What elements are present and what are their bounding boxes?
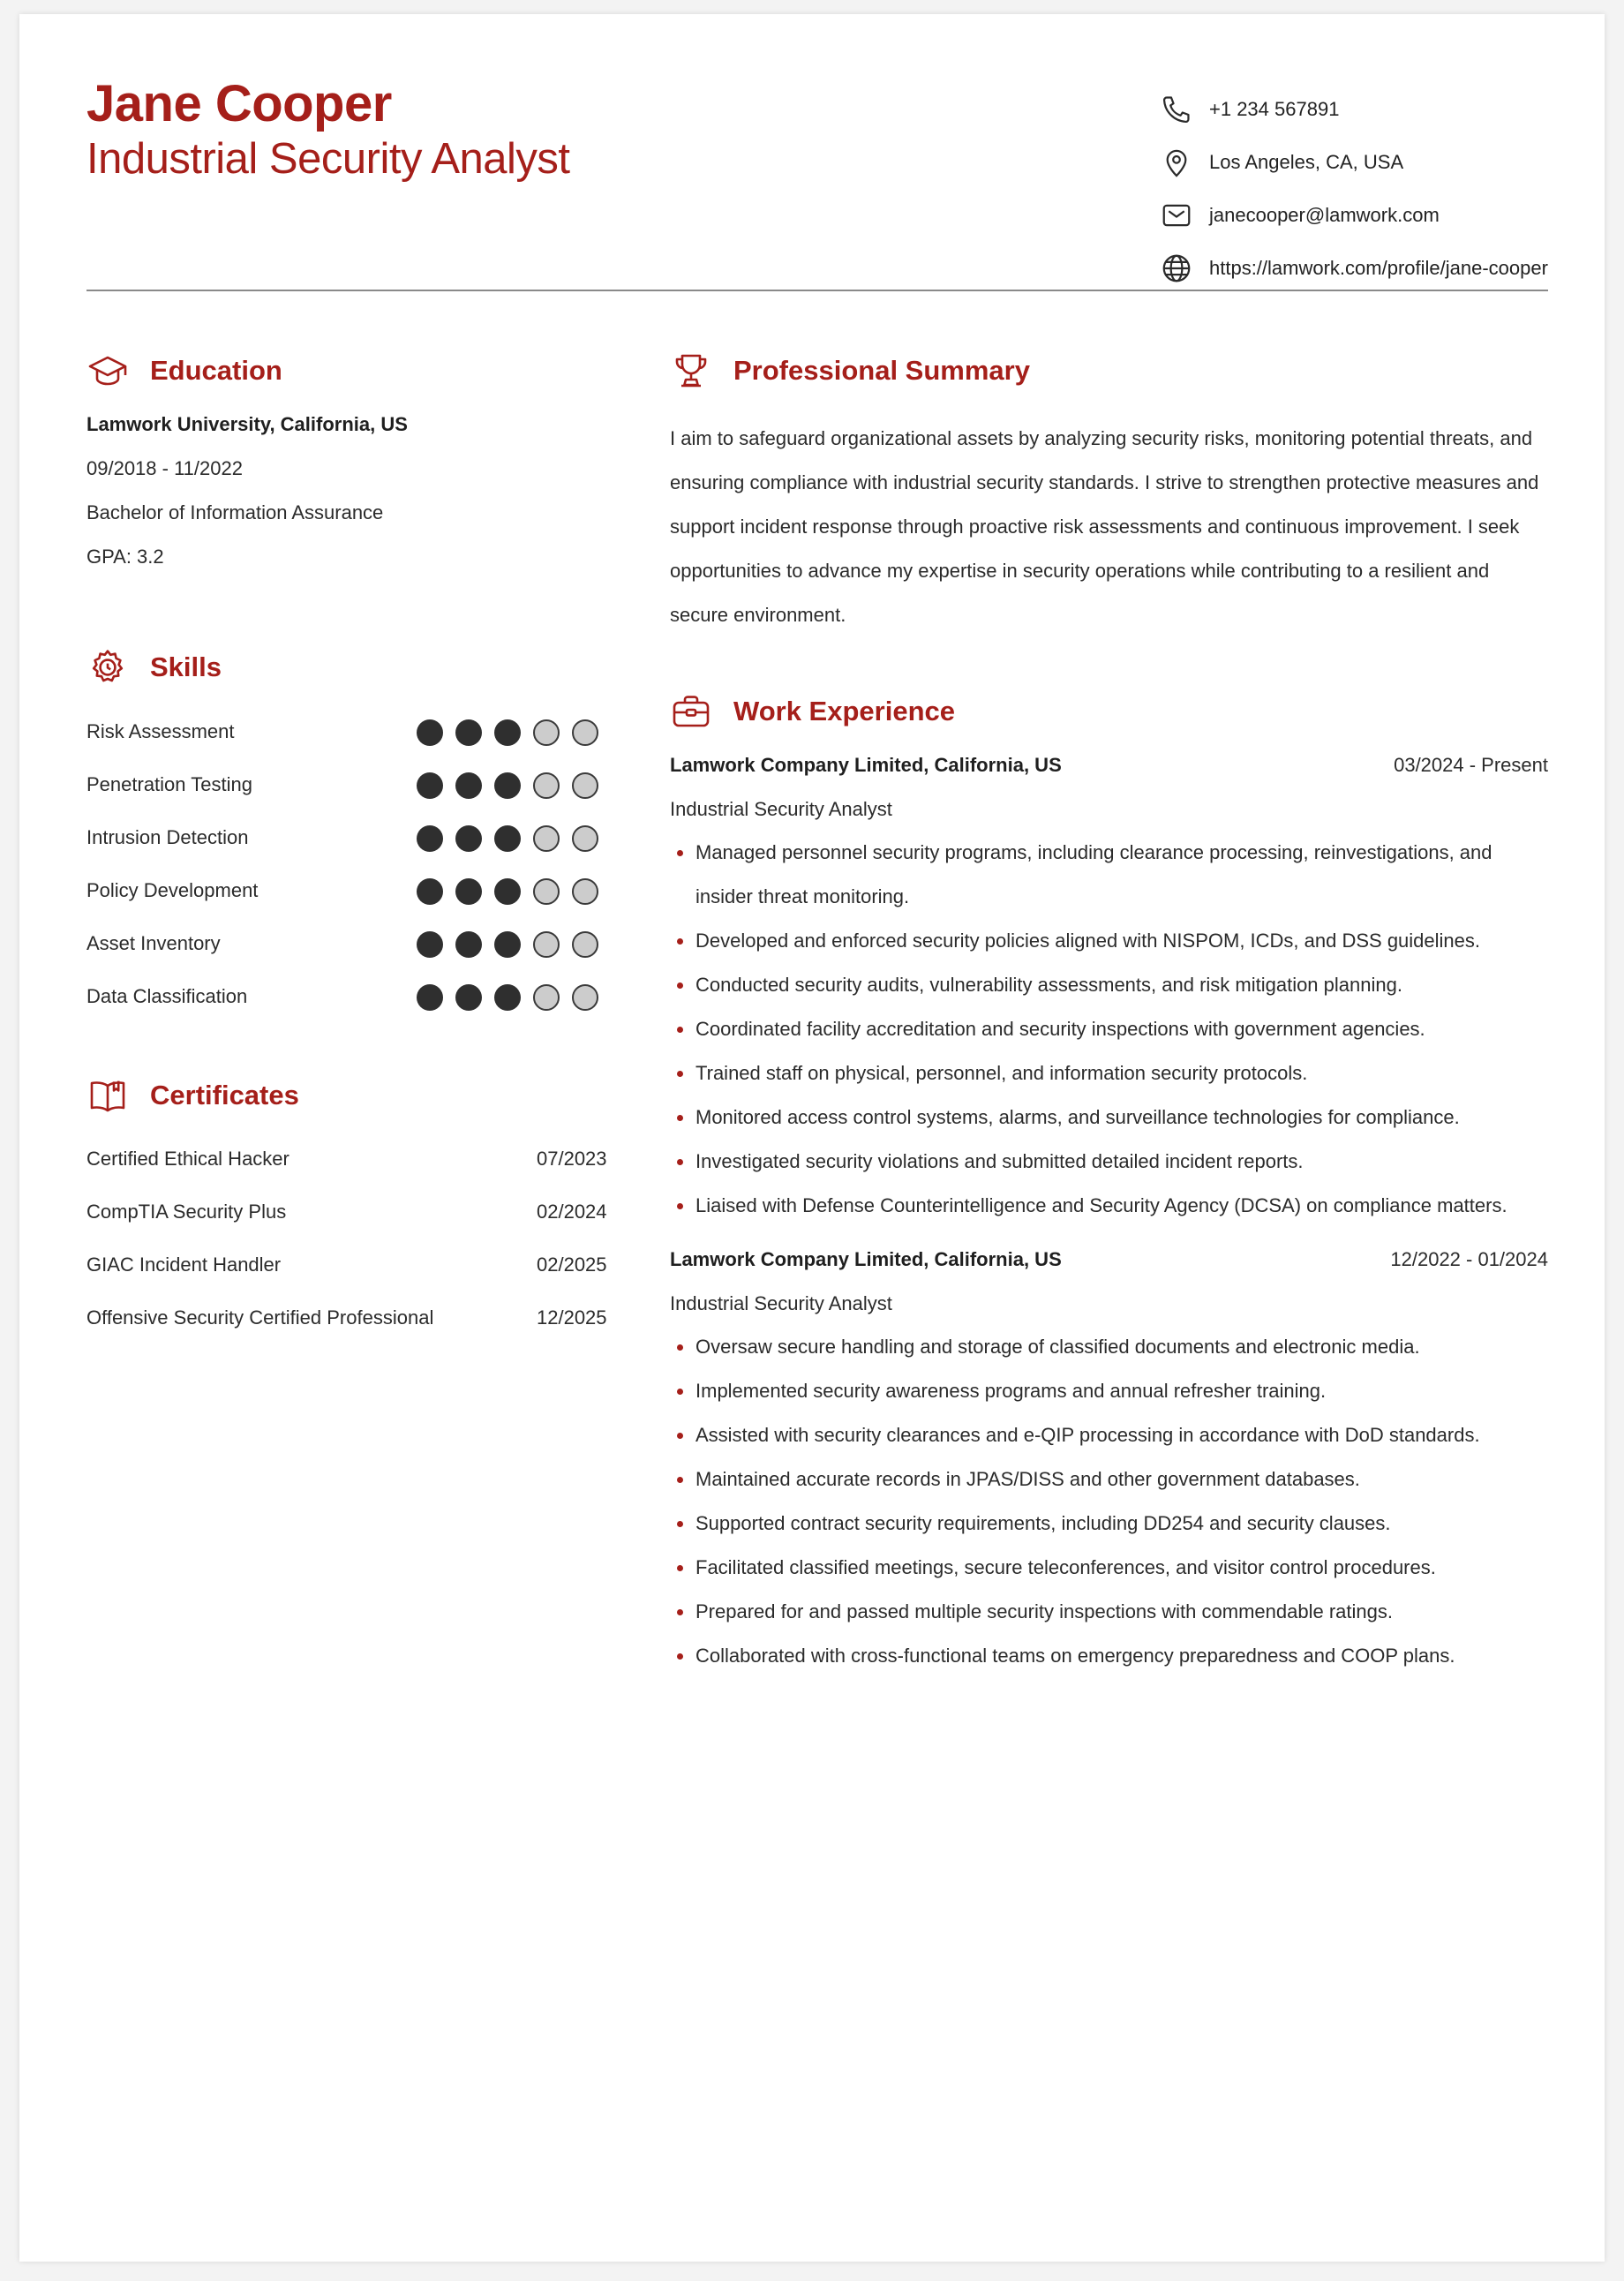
certificate-date: 07/2023: [537, 1148, 607, 1170]
rating-dot-filled: [455, 984, 482, 1011]
job-bullet: Liaised with Defense Counterintelligence and Security Agency (DCSA) on compliance matters.: [670, 1184, 1548, 1228]
trophy-icon: [670, 350, 712, 392]
rating-dot-filled: [494, 984, 521, 1011]
skill-name: Data Classification: [86, 985, 248, 1007]
job-bullet: Managed personnel security programs, including clearance processing, reinvestigations, and insider threat monitoring.: [670, 831, 1548, 919]
header-divider: [86, 290, 1548, 291]
summary-heading: [670, 350, 1030, 392]
summary-heading-text: Professional Summary: [733, 355, 1030, 386]
job-company: Lamwork Company Limited, California, US: [670, 754, 1062, 776]
candidate-title: Industrial Security Analyst: [86, 135, 570, 183]
certificate-name: CompTIA Security Plus: [86, 1201, 287, 1223]
contact-website[interactable]: [1160, 251, 1548, 286]
job-bullet: Developed and enforced security policies aligned with NISPOM, ICDs, and DSS guidelines.: [670, 919, 1548, 963]
rating-dot-empty: [533, 931, 560, 958]
job-bullet: Implemented security awareness programs and annual refresher training.: [670, 1369, 1548, 1413]
graduation-cap-icon: [86, 350, 129, 392]
rating-dot-filled: [455, 878, 482, 905]
contact-list: [1160, 92, 1548, 304]
rating-dot-filled: [455, 772, 482, 799]
rating-dot-filled: [494, 772, 521, 799]
contact-email[interactable]: [1160, 198, 1548, 233]
rating-dot-empty: [533, 984, 560, 1011]
rating-dot-empty: [572, 825, 598, 852]
job-bullet: Coordinated facility accreditation and security inspections with government agencies.: [670, 1007, 1548, 1051]
rating-dot-filled: [494, 931, 521, 958]
rating-dot-filled: [417, 772, 443, 799]
experience-heading: [670, 690, 955, 733]
resume-page: [19, 14, 1605, 2262]
rating-dot-filled: [417, 825, 443, 852]
education-gpa: GPA: 3.2: [86, 546, 164, 568]
skill-rating: [417, 772, 611, 799]
rating-dot-empty: [533, 878, 560, 905]
education-degree: Bachelor of Information Assurance: [86, 501, 384, 523]
contact-email-text[interactable]: janecooper@lamwork.com: [1209, 204, 1440, 226]
candidate-name: Jane Cooper: [86, 75, 392, 132]
rating-dot-filled: [455, 719, 482, 746]
certificates-heading: [86, 1074, 299, 1117]
skill-name: Policy Development: [86, 879, 259, 901]
education-school: Lamwork University, California, US: [86, 413, 408, 435]
rating-dot-filled: [455, 931, 482, 958]
phone-icon: [1160, 93, 1193, 126]
job-role: Industrial Security Analyst: [670, 1292, 892, 1314]
rating-dot-empty: [572, 878, 598, 905]
skill-name: Intrusion Detection: [86, 826, 249, 848]
rating-dot-empty: [533, 772, 560, 799]
location-pin-icon: [1160, 146, 1193, 179]
certificate-name: Offensive Security Certified Professional: [86, 1306, 434, 1329]
job-bullet: Facilitated classified meetings, secure teleconferences, and visitor control procedures.: [670, 1546, 1548, 1590]
certificate-date: 12/2025: [537, 1306, 607, 1329]
certificate-name: Certified Ethical Hacker: [86, 1148, 289, 1170]
certificate-date: 02/2024: [537, 1201, 607, 1223]
contact-location-text: Los Angeles, CA, USA: [1209, 151, 1404, 173]
skill-rating: [417, 931, 611, 958]
contact-website-text[interactable]: https://lamwork.com/profile/jane-cooper: [1209, 257, 1548, 279]
skill-name: Risk Assessment: [86, 720, 235, 742]
rating-dot-filled: [417, 878, 443, 905]
job-bullets: [670, 1325, 1548, 1678]
rating-dot-filled: [494, 825, 521, 852]
rating-dot-empty: [572, 931, 598, 958]
briefcase-icon: [670, 690, 712, 733]
rating-dot-empty: [572, 719, 598, 746]
contact-phone-text: +1 234 567891: [1209, 98, 1340, 120]
education-heading: [86, 350, 282, 392]
summary-text: I aim to safeguard organizational assets by analyzing security risks, monitoring potential threats, and ensuring compliance with industrial security standards. I strive to strengthen protective measures and support incident response through proactive risk assessments and continuous improvement. I seek opportunities to advance my expertise in security operations while contributing to a resilient and secure environment.: [670, 427, 1539, 626]
certificate-date: 02/2025: [537, 1253, 607, 1276]
job-dates: 03/2024 - Present: [1394, 754, 1548, 776]
book-icon: [86, 1074, 129, 1117]
rating-dot-filled: [417, 984, 443, 1011]
job-bullet: Trained staff on physical, personnel, and information security protocols.: [670, 1051, 1548, 1095]
rating-dot-filled: [417, 719, 443, 746]
job-bullet: Maintained accurate records in JPAS/DISS and other government databases.: [670, 1457, 1548, 1502]
job-bullet: Oversaw secure handling and storage of classified documents and electronic media.: [670, 1325, 1548, 1369]
contact-phone: [1160, 92, 1548, 127]
job-bullet: Assisted with security clearances and e-QIP processing in accordance with DoD standards.: [670, 1413, 1548, 1457]
skill-name: Asset Inventory: [86, 932, 221, 954]
globe-icon: [1160, 252, 1193, 285]
rating-dot-filled: [494, 878, 521, 905]
gear-icon: [86, 646, 129, 689]
education-dates: 09/2018 - 11/2022: [86, 457, 243, 479]
job-bullet: Collaborated with cross-functional teams on emergency preparedness and COOP plans.: [670, 1634, 1548, 1678]
job-bullet: Monitored access control systems, alarms, and surveillance technologies for compliance.: [670, 1095, 1548, 1140]
certificates-heading-text: Certificates: [150, 1080, 299, 1110]
skill-rating: [417, 984, 611, 1011]
skill-rating: [417, 719, 611, 746]
rating-dot-filled: [455, 825, 482, 852]
rating-dot-empty: [533, 719, 560, 746]
job-role: Industrial Security Analyst: [670, 798, 892, 820]
skills-heading: [86, 646, 222, 689]
skill-rating: [417, 878, 611, 905]
email-icon: [1160, 199, 1193, 232]
rating-dot-empty: [572, 984, 598, 1011]
contact-location: [1160, 145, 1548, 180]
skill-name: Penetration Testing: [86, 773, 252, 795]
rating-dot-filled: [494, 719, 521, 746]
job-bullet: Investigated security violations and submitted detailed incident reports.: [670, 1140, 1548, 1184]
job-bullet: Supported contract security requirements, including DD254 and security clauses.: [670, 1502, 1548, 1546]
job-bullets: [670, 831, 1548, 1228]
rating-dot-empty: [572, 772, 598, 799]
rating-dot-empty: [533, 825, 560, 852]
job-company: Lamwork Company Limited, California, US: [670, 1248, 1062, 1270]
skills-heading-text: Skills: [150, 651, 222, 682]
job-bullet: Prepared for and passed multiple security inspections with commendable ratings.: [670, 1590, 1548, 1634]
rating-dot-filled: [417, 931, 443, 958]
job-dates: 12/2022 - 01/2024: [1390, 1248, 1548, 1270]
job-bullet: Conducted security audits, vulnerability assessments, and risk mitigation planning.: [670, 963, 1548, 1007]
certificate-name: GIAC Incident Handler: [86, 1253, 282, 1276]
education-heading-text: Education: [150, 355, 282, 386]
experience-heading-text: Work Experience: [733, 696, 955, 726]
skill-rating: [417, 825, 611, 852]
